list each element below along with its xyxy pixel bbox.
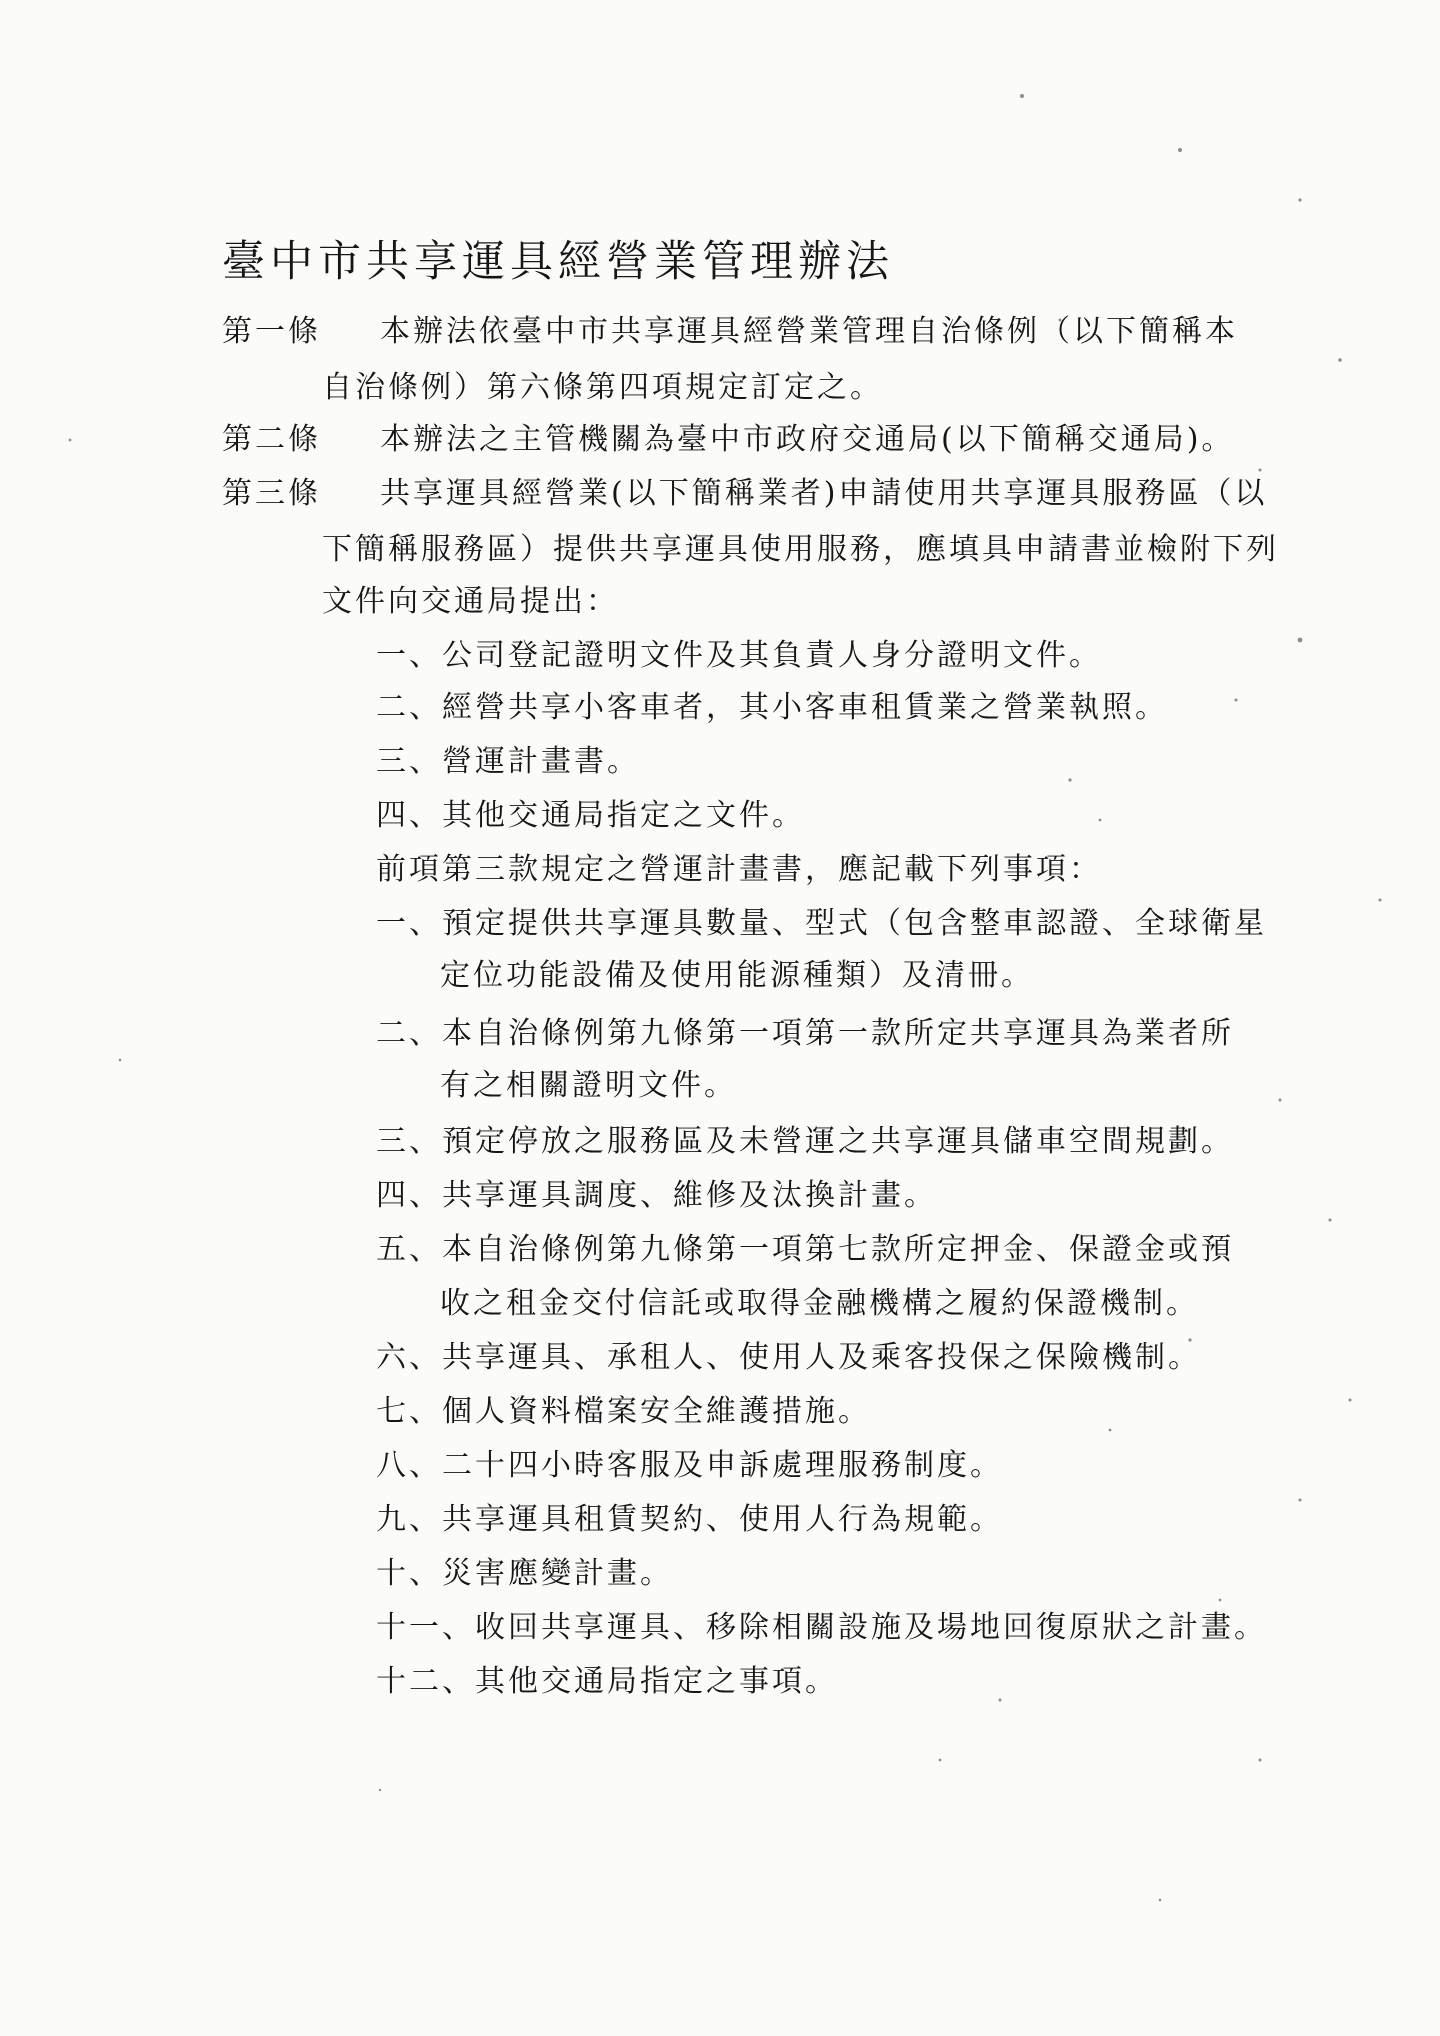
article-3-text-line: 下簡稱服務區）提供共享運具使用服務，應填具申請書並檢附下列 [322,532,1279,567]
document-list-item: 一、公司登記證明文件及其負責人身分證明文件。 [376,638,1102,673]
plan-list-item-cont: 定位功能設備及使用能源種類）及清冊。 [440,958,1034,993]
article-3-label: 第三條 [222,476,321,511]
document-list-item: 二、經營共享小客車者，其小客車租賃業之營業執照。 [376,690,1168,725]
article-1-label: 第一條 [222,314,321,349]
paragraph-2-intro: 前項第三款規定之營運計畫書，應記載下列事項： [376,852,1102,887]
document-title: 臺中市共享運具經營業管理辦法 [222,237,894,287]
plan-list-item: 四、共享運具調度、維修及汰換計畫。 [376,1178,937,1213]
plan-list-item: 七、個人資料檔案安全維護措施。 [376,1394,871,1429]
article-3-text-line: 共享運具經營業(以下簡稱業者)申請使用共享運具服務區（以 [380,476,1268,511]
plan-list-item-cont: 收之租金交付信託或取得金融機構之履約保證機制。 [440,1286,1199,1321]
plan-list-item: 十、災害應變計畫。 [376,1556,673,1591]
plan-list-item: 一、預定提供共享運具數量、型式（包含整車認證、全球衛星 [376,906,1267,941]
plan-list-item: 六、共享運具、承租人、使用人及乘客投保之保險機制。 [376,1340,1201,1375]
plan-list-item: 三、預定停放之服務區及未營運之共享運具儲車空間規劃。 [376,1124,1234,1159]
plan-list-item: 十二、其他交通局指定之事項。 [376,1664,838,1699]
article-2-text-line: 本辦法之主管機關為臺中市政府交通局(以下簡稱交通局)。 [380,422,1235,457]
article-3-text-line: 文件向交通局提出： [322,584,619,619]
document-list-item: 四、其他交通局指定之文件。 [376,798,805,833]
document-list-item: 三、營運計畫書。 [376,744,640,779]
article-1-text-line: 自治條例）第六條第四項規定訂定之。 [322,370,883,405]
plan-list-item: 五、本自治條例第九條第一項第七款所定押金、保證金或預 [376,1232,1234,1267]
plan-list-item: 十一、收回共享運具、移除相關設施及場地回復原狀之計畫。 [376,1610,1267,1645]
article-1-text-line: 本辦法依臺中市共享運具經營業管理自治條例（以下簡稱本 [380,314,1238,349]
article-2-label: 第二條 [222,422,321,457]
plan-list-item-cont: 有之相關證明文件。 [440,1068,737,1103]
plan-list-item: 九、共享運具租賃契約、使用人行為規範。 [376,1502,1003,1537]
plan-list-item: 八、二十四小時客服及申訴處理服務制度。 [376,1448,1003,1483]
plan-list-item: 二、本自治條例第九條第一項第一款所定共享運具為業者所 [376,1016,1234,1051]
